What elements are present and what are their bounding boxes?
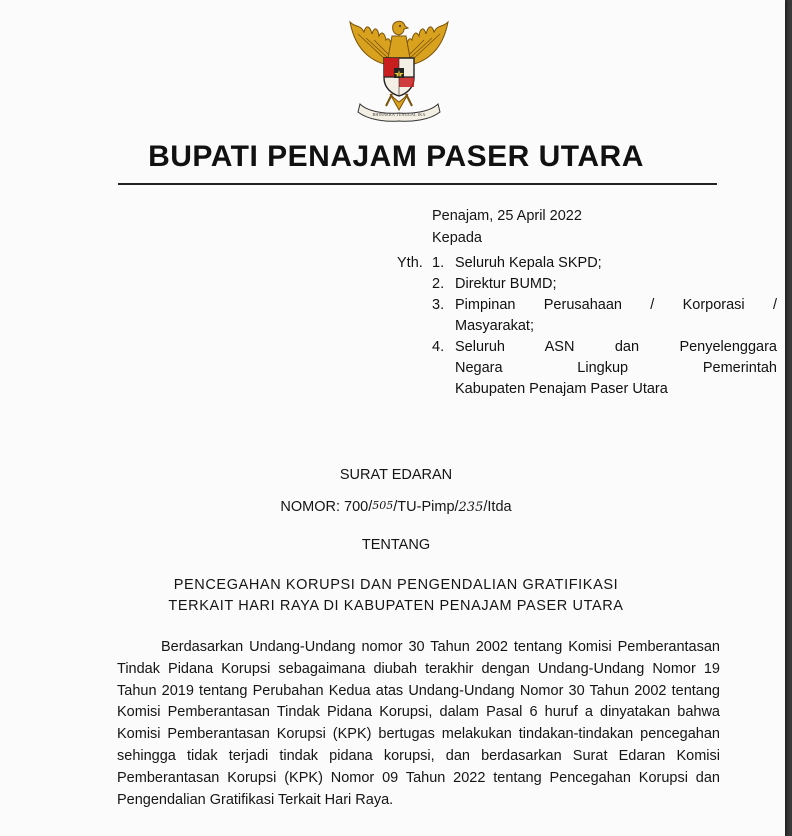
list-item xyxy=(432,274,777,295)
subject-line-1: PENCEGAHAN KORUPSI DAN PENGENDALIAN GRATIFIKASI xyxy=(173,577,619,593)
body-paragraph: Berdasarkan Undang-Undang nomor 30 Tahun 2002 tentang Komisi Pemberantasan Tindak Pidana Korupsi sebagaimana diubah terakhir dengan Undang-Undang Nomor 19 Tahun 2019 tentang Perubahan Kedua atas Undang-Undang Nomor 30 Tahun 2002 tentang Komisi Pemberantasan Tindak Pidana Korupsi, dalam Pasal 6 huruf a dinyatakan bahwa Komisi Pemberantasan Korupsi (KPK) bertugas melakukan tindakan-tindakan pencegahan sehingga tidak terjadi tindak pidana korupsi, dan berdasarkan Surat Edaran Komisi Pemberantasan Korupsi (KPK) Nomor 09 Tahun 2022 tentang Pencegahan Korupsi dan Pengendalian Gratifikasi Terkait Hari Raya. xyxy=(117,639,720,808)
recipient-text-lines xyxy=(455,295,777,337)
list-item xyxy=(432,337,777,400)
letterhead-divider xyxy=(118,183,717,185)
number-middle: /TU-Pimp/ xyxy=(393,499,459,515)
recipient-text-line: Pimpinan Perusahaan / Korporasi / xyxy=(455,297,777,313)
recipient-text-lines xyxy=(455,337,777,400)
circular-heading: SURAT EDARAN xyxy=(339,467,453,483)
list-item xyxy=(432,295,777,337)
emblem-body xyxy=(388,36,410,58)
about-label: TENTANG xyxy=(361,537,431,553)
number-prefix: NOMOR: 700/ xyxy=(280,499,373,515)
letterhead-title: BUPATI PENAJAM PASER UTARA xyxy=(148,140,644,173)
emblem-head xyxy=(393,21,408,35)
recipient-number: 4. xyxy=(432,339,445,355)
recipient-number: 3. xyxy=(432,297,445,313)
recipient-list xyxy=(432,253,777,400)
list-item xyxy=(432,253,777,274)
number-handwritten-2: 235 xyxy=(458,500,484,515)
number-suffix: /Itda xyxy=(483,499,512,515)
recipient-text: Seluruh Kepala SKPD; xyxy=(455,255,602,271)
place-date: Penajam, 25 April 2022 xyxy=(432,208,582,224)
recipient-text-line: Kabupaten Penajam Paser Utara xyxy=(455,381,668,397)
recipient-heading: Kepada xyxy=(432,230,482,246)
recipient-text-line: Masyarakat; xyxy=(455,318,534,334)
subject-line-2: TERKAIT HARI RAYA DI KABUPATEN PENAJAM PASER UTARA xyxy=(168,598,624,614)
recipient-text-line: Negara Lingkup Pemerintah xyxy=(455,360,777,376)
emblem-motto: BHINNEKA TUNGGAL IKA xyxy=(372,112,426,117)
recipient-text: Direktur BUMD; xyxy=(455,276,557,292)
circular-number xyxy=(0,499,785,515)
garuda-emblem-icon xyxy=(346,14,452,126)
number-handwritten-1: 505 xyxy=(372,499,394,512)
recipient-text-line: Seluruh ASN dan Penyelenggara xyxy=(455,339,777,355)
garuda-emblem-graphic xyxy=(346,14,452,126)
recipient-number: 1. xyxy=(432,255,445,271)
yth-label: Yth. xyxy=(397,255,423,271)
recipient-number: 2. xyxy=(432,276,445,292)
